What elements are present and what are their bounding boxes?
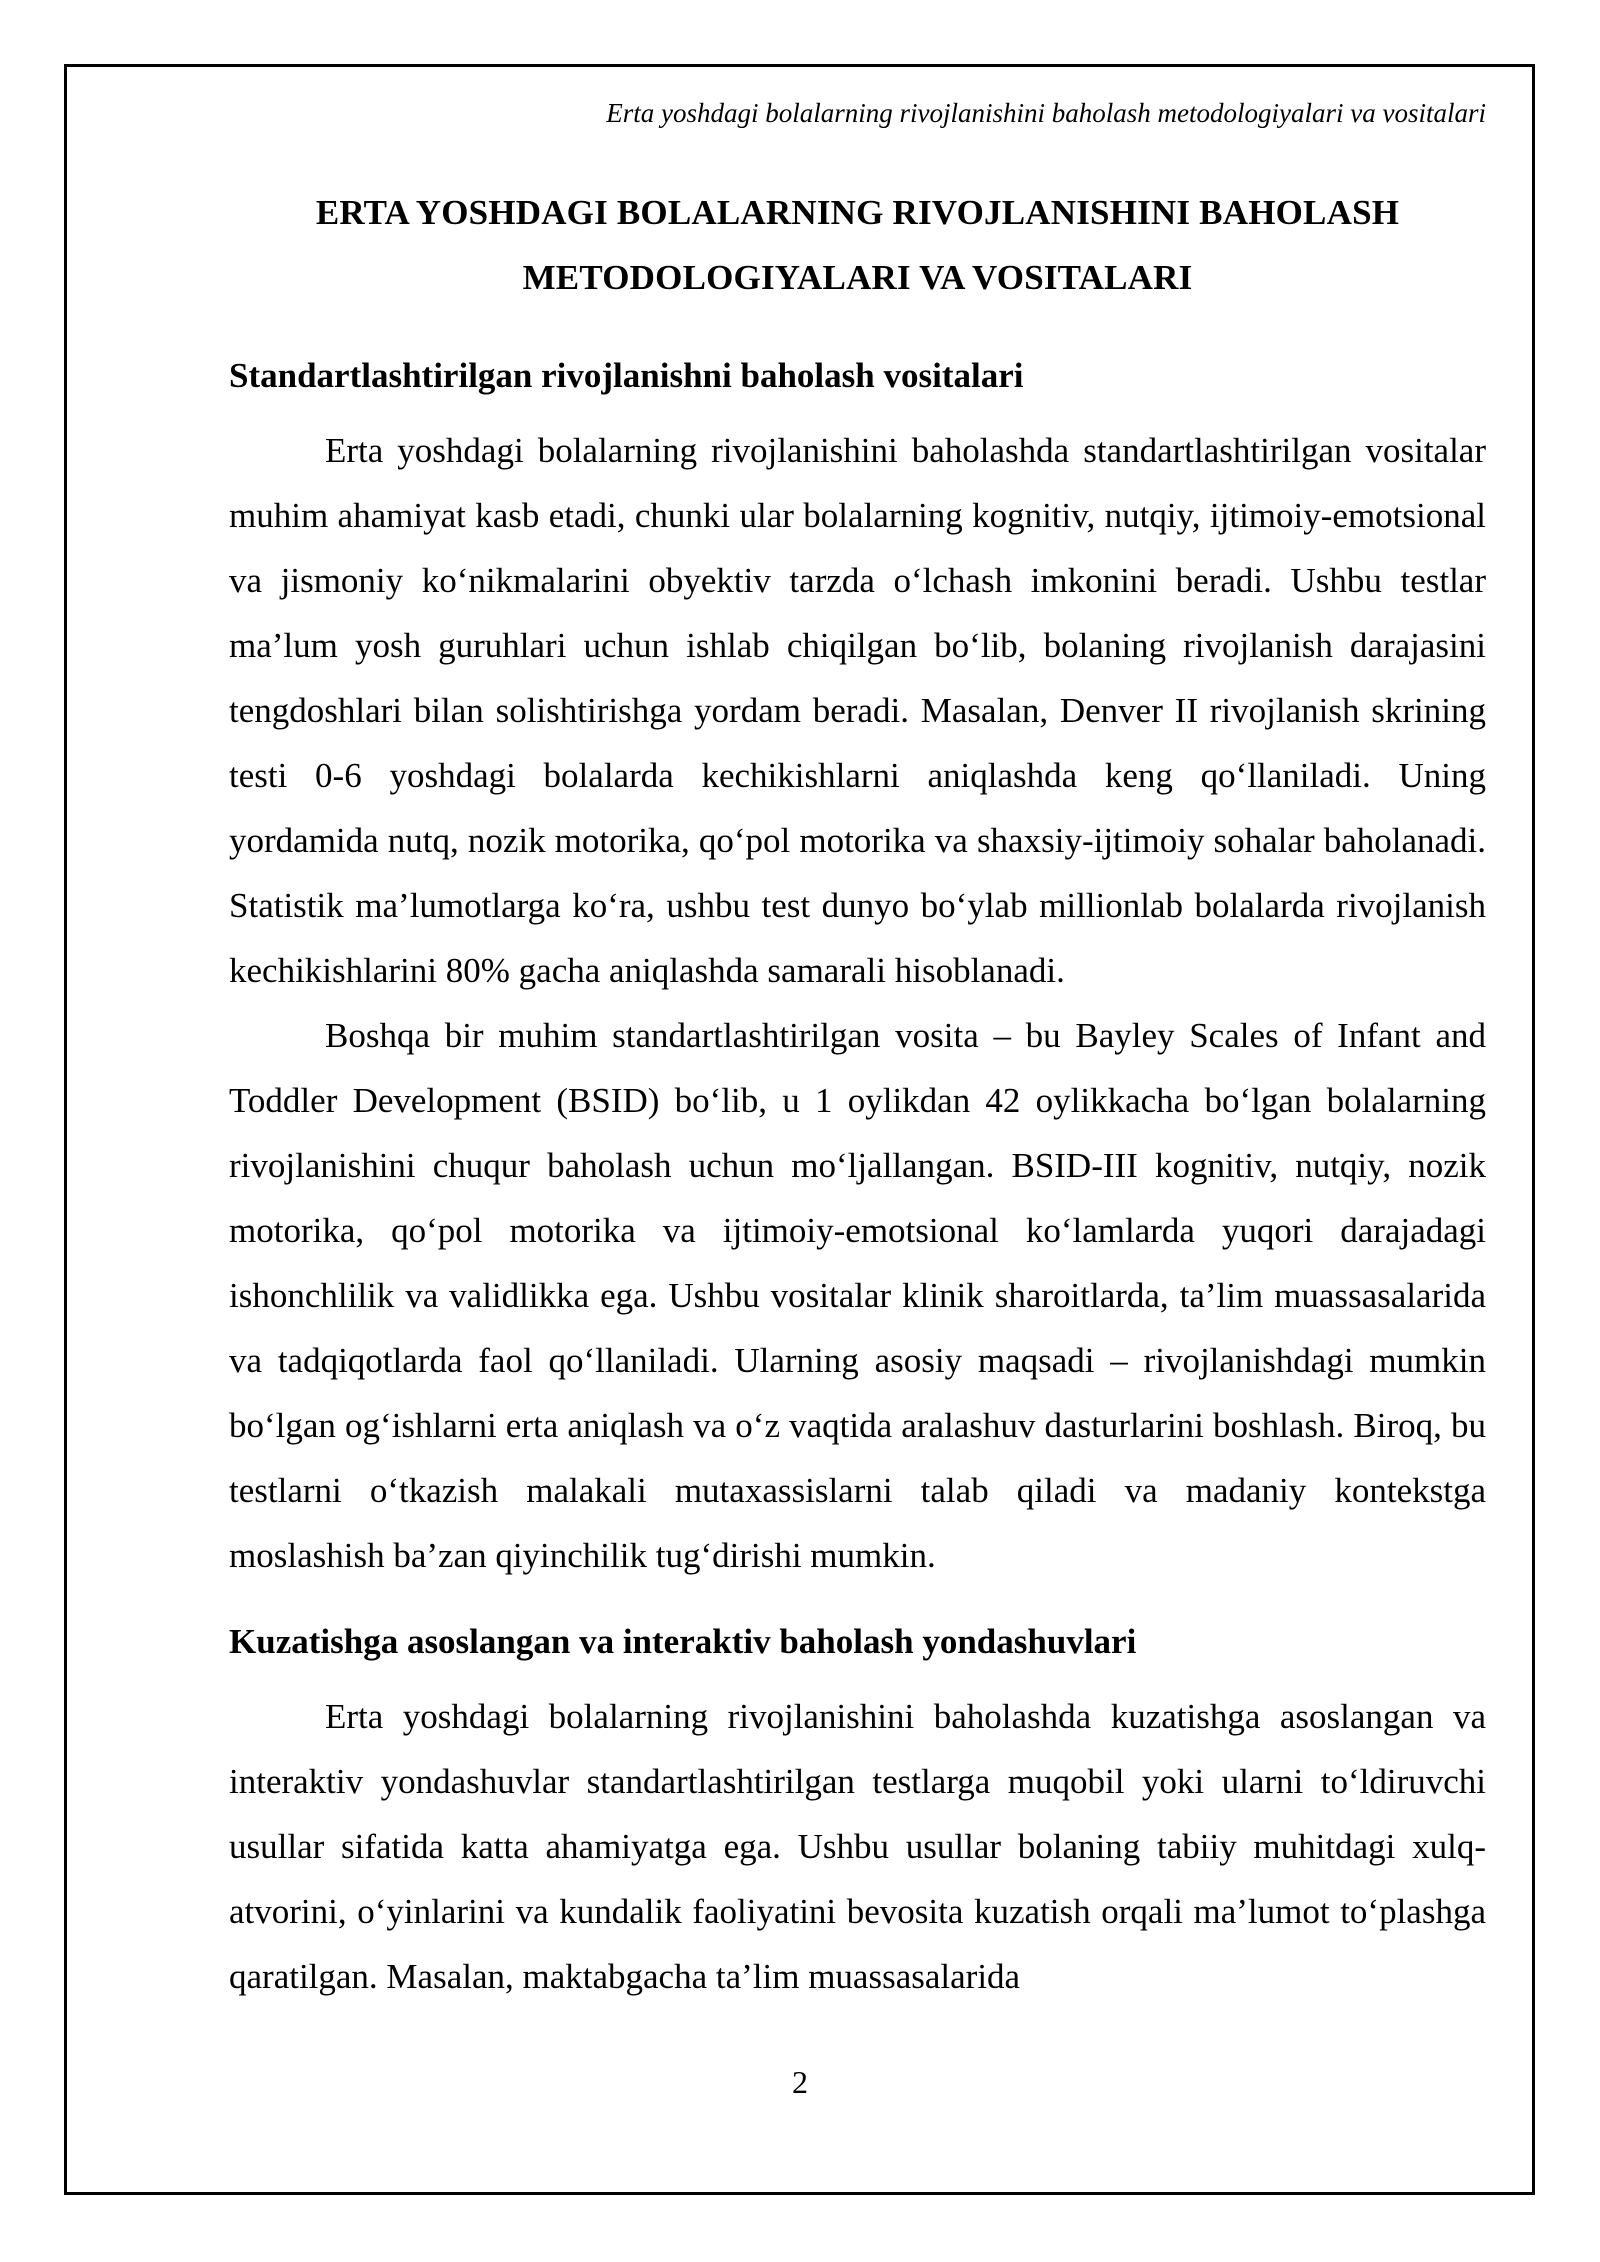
title-line-1: ERTA YOSHDAGI BOLALARNING RIVOJLANISHINI BAHOLASH — [315, 193, 1400, 232]
section-heading-observation-approaches: Kuzatishga asoslangan va interaktiv baholash yondashuvlari — [229, 1622, 1137, 1661]
title-line-2: METODOLOGIYALARI VA VOSITALARI — [522, 258, 1193, 297]
paragraph: Erta yoshdagi bolalarning rivojlanishini baholashda kuzatishga asoslangan va interaktiv yondashuvlar standartlashtirilgan testlarga muqobil yoki ularni to‘ldiruvchi usullar sifatida katta ahamiyatga ega. Ushbu usullar bolaning tabiiy muhitdagi xulq-atvorini, o‘yinlarini va kundalik faoliyatini bevosita kuzatish orqali ma’lumot to‘plashga qaratilgan. Masalan, maktabgacha ta’lim muassasalarida — [229, 1697, 1486, 1996]
document-title — [229, 180, 1486, 310]
paragraph: Boshqa bir muhim standartlashtirilgan vosita – bu Bayley Scales of Infant and Toddler Development (BSID) bo‘lib, u 1 oylikdan 42 oylikkacha bo‘lgan bolalarning rivojlanishini chuqur baholash uchun mo‘ljallangan. BSID-III kognitiv, nutqiy, nozik motorika, qo‘pol motorika va ijtimoiy-emotsional ko‘lamlarda yuqori darajadagi ishonchlilik va validlikka ega. Ushbu vositalar klinik sharoitlarda, ta’lim muassasalarida va tadqiqotlarda faol qo‘llaniladi. Ularning asosiy maqsadi – rivojlanishdagi mumkin bo‘lgan og‘ishlarni erta aniqlash va o‘z vaqtida aralashuv dasturlarini boshlash. Biroq, bu testlarni o‘tkazish malakali mutaxassislarni talab qiladi va madaniy kontekstga moslashish ba’zan qiyinchilik tug‘dirishi mumkin. — [229, 1016, 1486, 1575]
page-number: 2 — [792, 2064, 808, 2100]
section-heading-standardized-tools: Standartlashtirilgan rivojlanishni baholash vositalari — [229, 356, 1024, 395]
document-body — [229, 180, 1486, 2009]
paragraph: Erta yoshdagi bolalarning rivojlanishini baholashda standartlashtirilgan vositalar muhim ahamiyat kasb etadi, chunki ular bolalarning kognitiv, nutqiy, ijtimoiy-emotsional va jismoniy ko‘nikmalarini obyektiv tarzda o‘lchash imkonini beradi. Ushbu testlar ma’lum yosh guruhlari uchun ishlab chiqilgan bo‘lib, bolaning rivojlanish darajasini tengdoshlari bilan solishtirishga yordam beradi. Masalan, Denver II rivojlanish skrining testi 0-6 yoshdagi bolalarda kechikishlarni aniqlashda keng qo‘llaniladi. Uning yordamida nutq, nozik motorika, qo‘pol motorika va shaxsiy-ijtimoiy sohalar baholanadi. Statistik ma’lumotlarga ko‘ra, ushbu test dunyo bo‘ylab millionlab bolalarda rivojlanish kechikishlarini 80% gacha aniqlashda samarali hisoblanadi. — [229, 431, 1486, 990]
running-header: Erta yoshdagi bolalarning rivojlanishini baholash metodologiyalari va vositalari — [606, 98, 1486, 128]
